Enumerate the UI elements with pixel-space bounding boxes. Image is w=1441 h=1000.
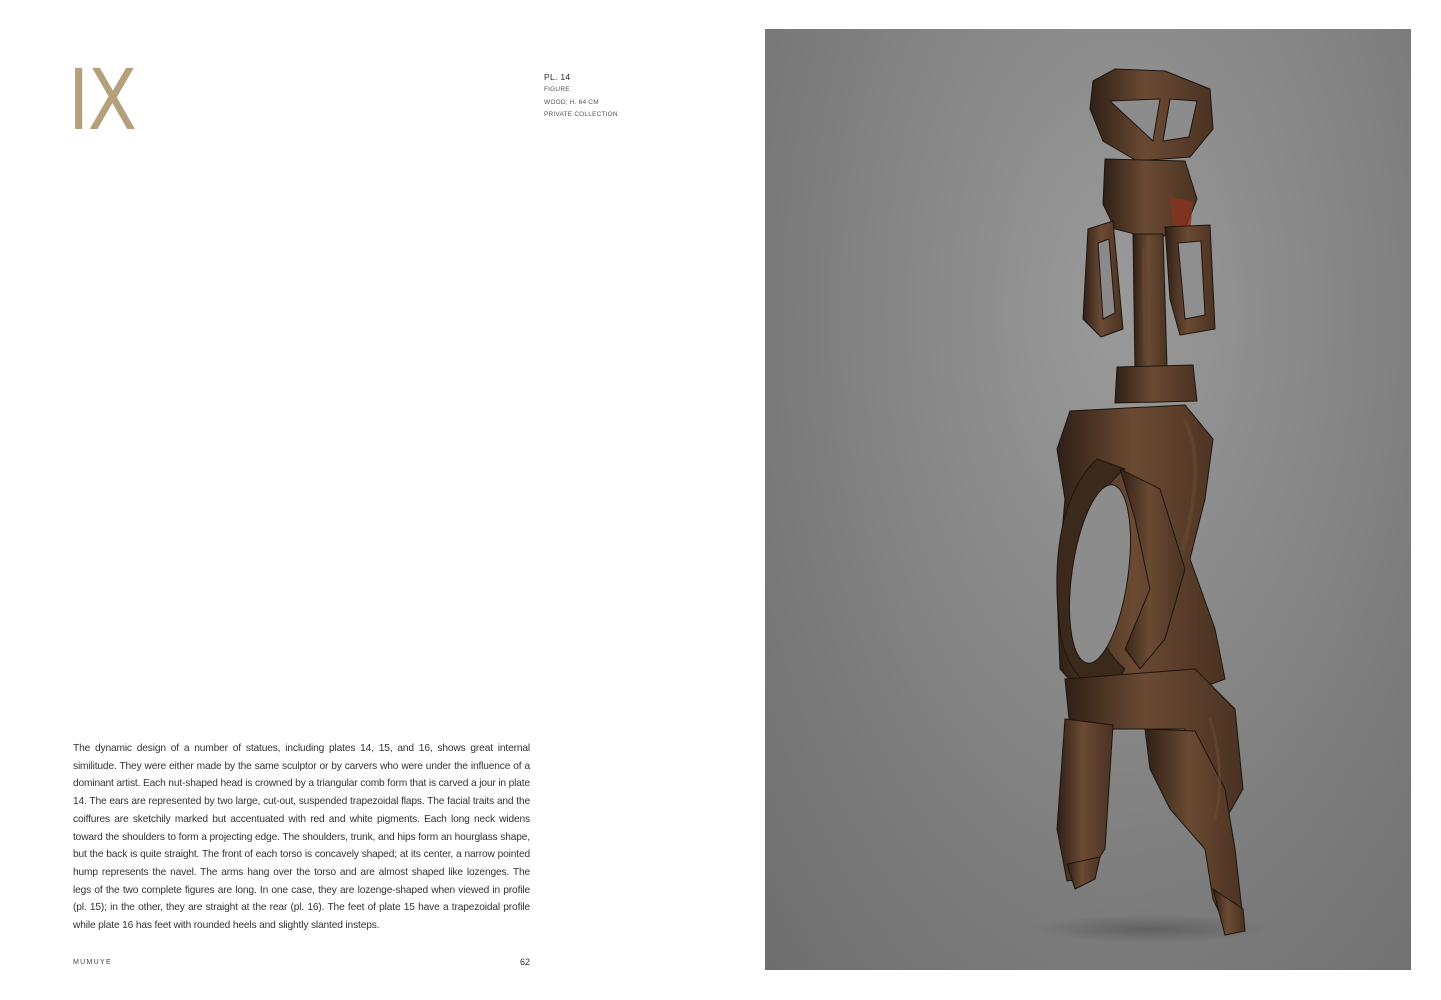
plate-photograph [765, 29, 1411, 970]
wooden-figure-illustration [765, 29, 1411, 970]
plate-caption [544, 71, 714, 122]
body-paragraph: The dynamic design of a number of statues, including plates 14, 15, and 16, shows great internal similitude. They were either made by the same sculptor or by carvers who were under the influence of a dominant artist. Each nut-shaped head is crowned by a triangular comb form that is carved a jour in plate 14. The ears are represented by two large, cut-out, suspended trapezoidal flaps. The facial traits and the coiffures are sketchily marked but accentuated with red and white pigments. Each long neck widens toward the shoulders to form a projecting edge. The shoulders, trunk, and hips form an hourglass shape, but the back is quite straight. The front of each torso is concavely shaped; at its center, a narrow pointed hump represents the navel. The arms hang over the torso and are almost shaped like lozenges. The legs of the two complete figures are long. In one case, they are lozenge-shaped when viewed in profile (pl. 15); in the other, they are straight at the rear (pl. 16). The feet of plate 15 have a trapezoidal profile while plate 16 has feet with rounded heels and slightly slanted insteps. [73, 743, 530, 932]
plate-caption-line: WOOD; H. 64 CM [544, 98, 599, 106]
plate-caption-line: PRIVATE COLLECTION [544, 111, 618, 118]
chapter-numeral: IX [68, 51, 136, 149]
plate-caption-line: FIGURE [544, 86, 570, 93]
plate-number: PL. 14 [544, 72, 571, 82]
left-page [0, 0, 720, 1000]
page-number: 62 [519, 957, 530, 967]
running-footer-label: MUMUYE [73, 959, 112, 966]
